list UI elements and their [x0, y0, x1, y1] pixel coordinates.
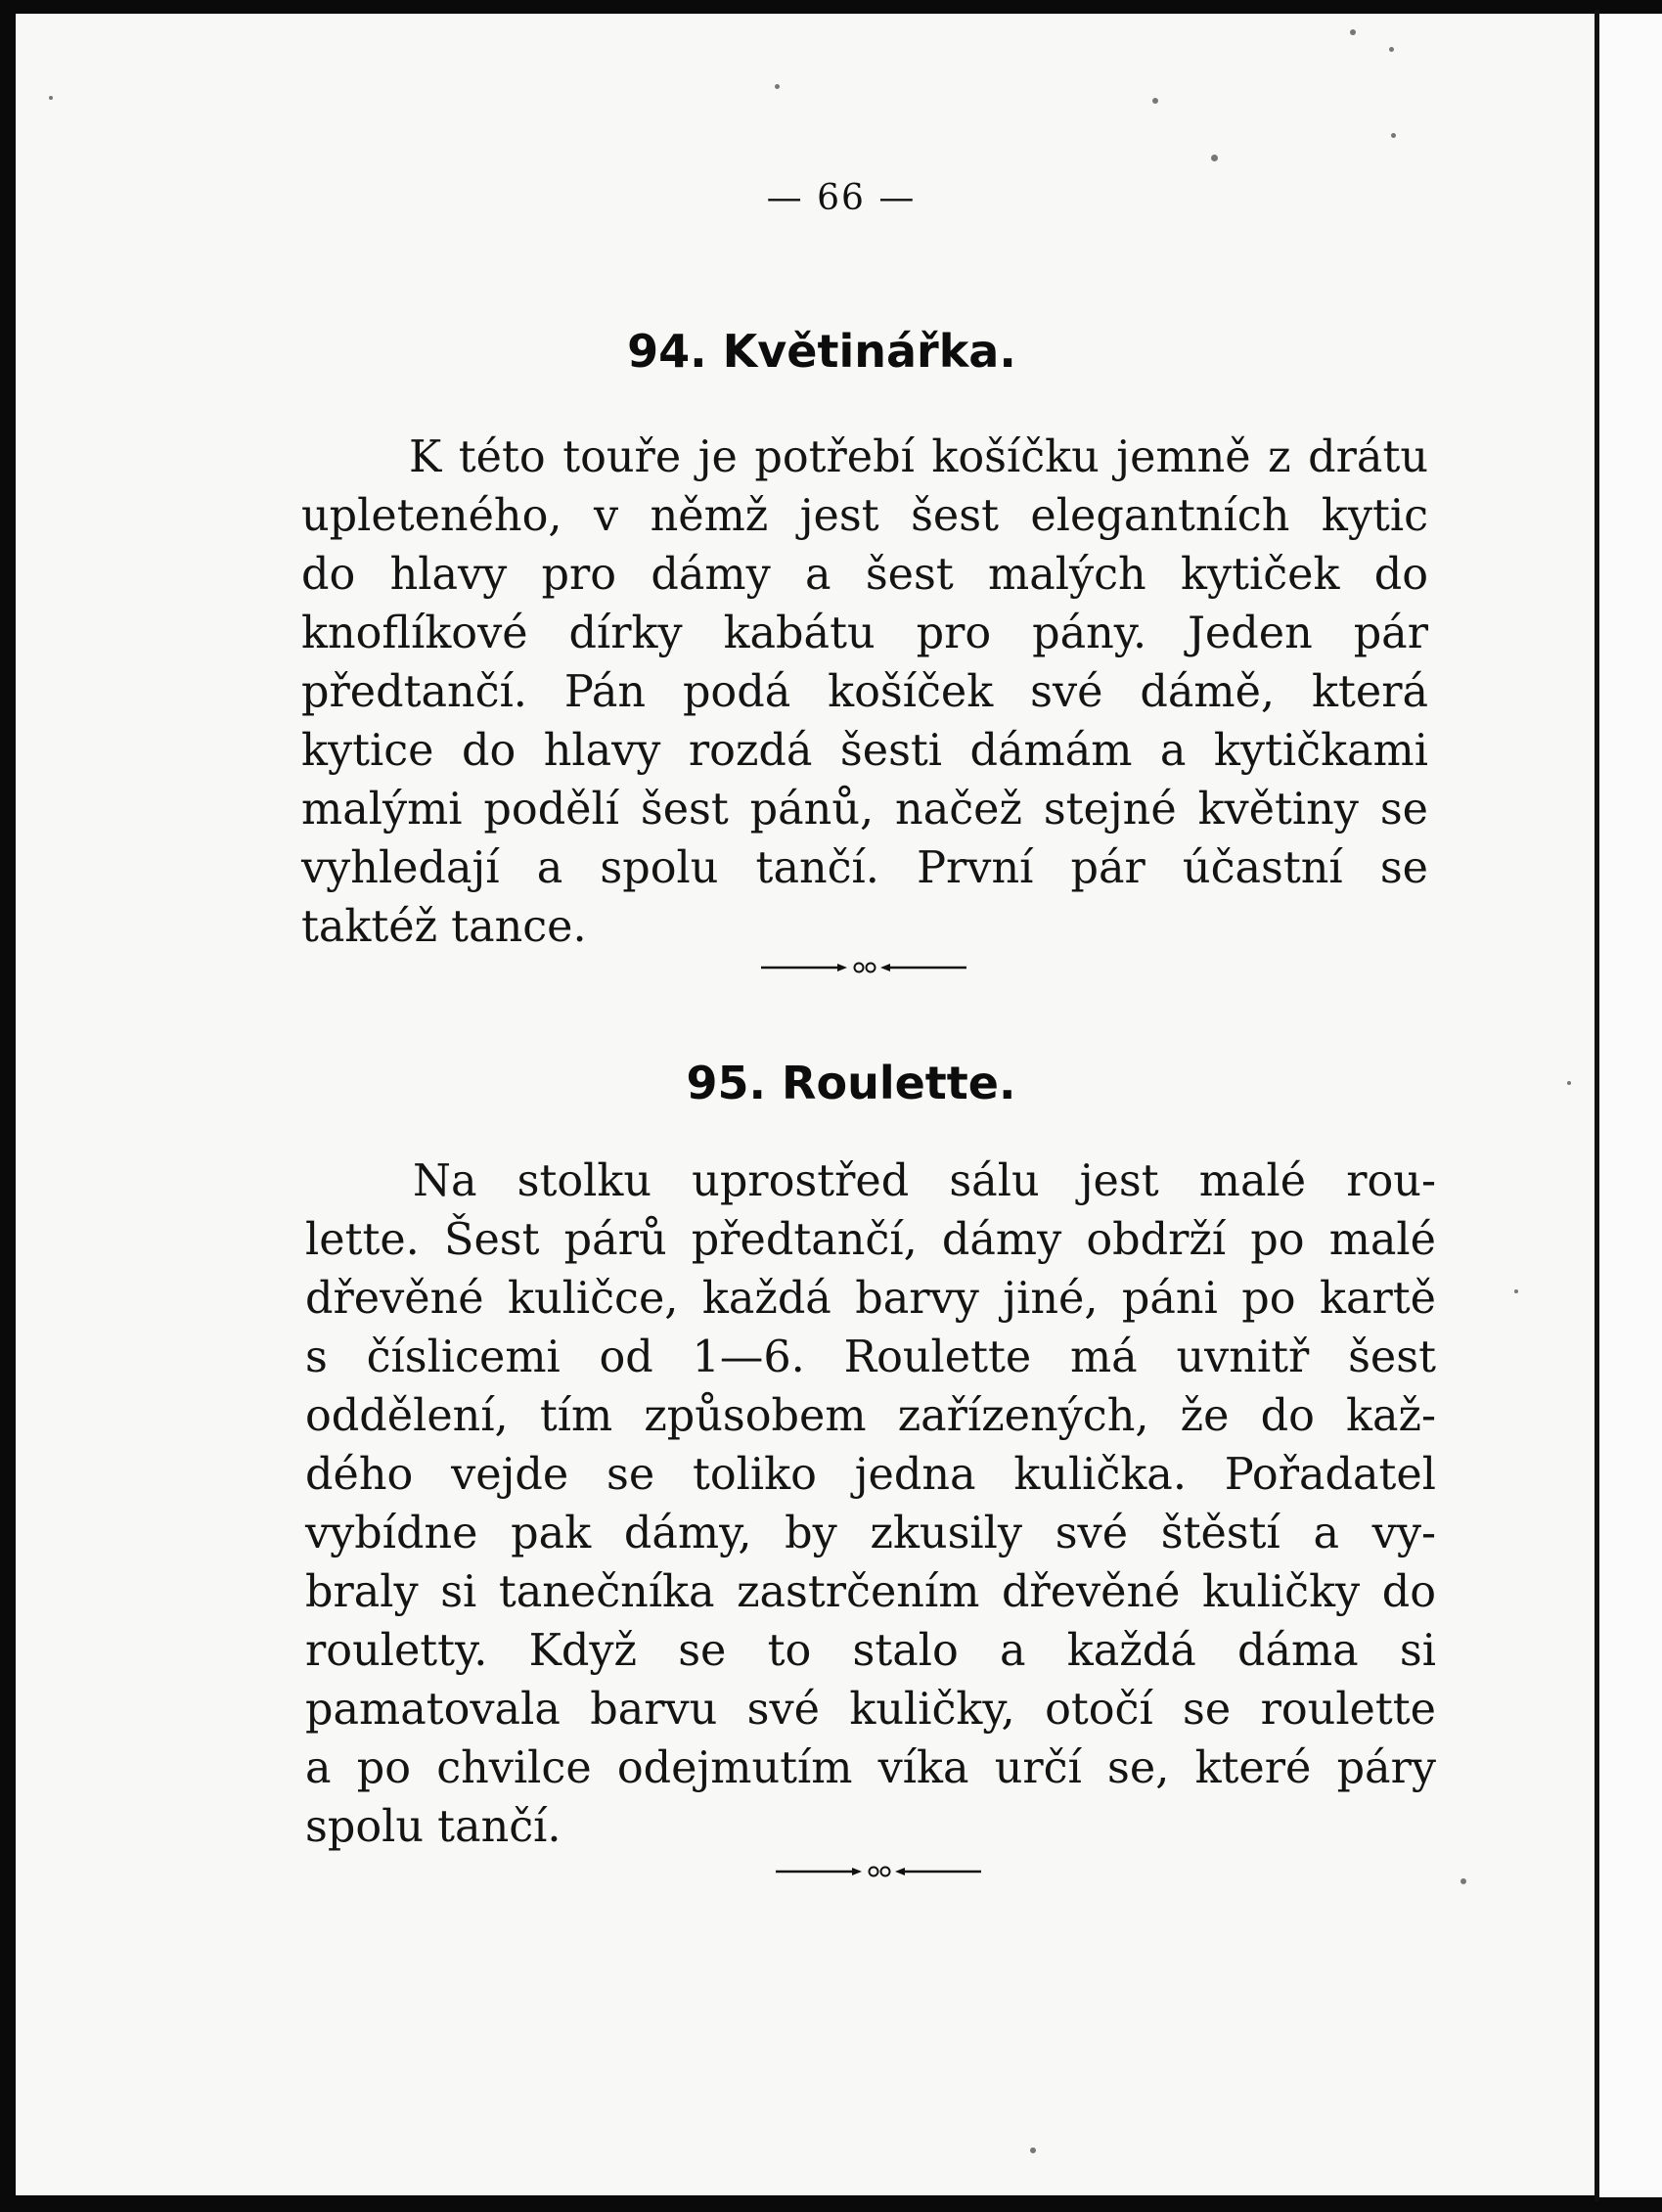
section-divider-ornament: [776, 1865, 981, 1878]
section-heading-94: 94. Květinářka.: [627, 325, 1016, 378]
scan-border-left: [0, 0, 16, 2212]
text-line: oddělení, tím způsobem zařízených, že do kaž-: [305, 1391, 1436, 1441]
text-line: lette. Šest párů předtančí, dámy obdrží po malé: [305, 1215, 1436, 1265]
text-line: vybídne pak dámy, by zkusily své štěstí a vy-: [305, 1509, 1436, 1558]
text-line: rouletty. Když se to stalo a každá dáma si: [305, 1626, 1436, 1676]
scan-speck: [1391, 133, 1396, 138]
text-line: dého vejde se toliko jedna kulička. Pořadatel: [305, 1450, 1436, 1500]
scan-speck: [1350, 29, 1356, 35]
text-line: vyhledají a spolu tančí. První pár účastní se: [301, 843, 1428, 893]
scan-speck: [49, 96, 53, 100]
scan-speck: [1514, 1289, 1518, 1293]
text-line: dřevěné kuličce, každá barvy jiné, páni po kartě: [305, 1274, 1436, 1324]
text-line: a po chvilce odejmutím víka určí se, které páry: [305, 1743, 1436, 1793]
text-line: pamatovala barvu své kuličky, otočí se roulette: [305, 1685, 1436, 1735]
scan-speck: [1460, 1878, 1466, 1884]
text-line: kytice do hlavy rozdá šesti dámám a kytičkami: [301, 726, 1428, 776]
section-94-paragraph: [301, 429, 1428, 957]
scan-margin-strip: [1599, 14, 1662, 2197]
text-line: předtančí. Pán podá košíček své dámě, která: [301, 667, 1428, 717]
scan-border-bottom: [0, 2195, 1662, 2212]
section-heading-95: 95. Roulette.: [686, 1057, 1016, 1109]
page-number-header: — 66 —: [766, 178, 917, 218]
scan-border-top: [0, 0, 1662, 14]
text-line: knoflíkové dírky kabátu pro pány. Jeden pár: [301, 609, 1428, 658]
scan-speck: [775, 84, 780, 89]
text-line: K této touře je potřebí košíčku jemně z drátu: [409, 432, 1428, 482]
scan-speck: [1211, 155, 1218, 161]
scan-speck: [1030, 2147, 1036, 2153]
text-line: malými podělí šest pánů, načež stejné květiny se: [301, 785, 1428, 835]
text-line: braly si tanečníka zastrčením dřevěné kuličky do: [305, 1567, 1436, 1617]
scan-speck: [1389, 47, 1394, 52]
scan-speck: [1567, 1081, 1571, 1085]
text-line: s číslicemi od 1—6. Roulette má uvnitř šest: [305, 1332, 1436, 1382]
section-95-paragraph: [305, 1152, 1436, 1857]
section-divider-ornament: [761, 961, 966, 974]
scan-speck: [1152, 98, 1158, 104]
text-line: taktéž tance.: [301, 902, 587, 952]
text-line: upleteného, v němž jest šest elegantních kytic: [301, 491, 1428, 541]
text-line: Na stolku uprostřed sálu jest malé rou-: [413, 1156, 1436, 1206]
text-line: spolu tančí.: [305, 1802, 561, 1852]
text-line: do hlavy pro dámy a šest malých kytiček do: [301, 550, 1428, 600]
